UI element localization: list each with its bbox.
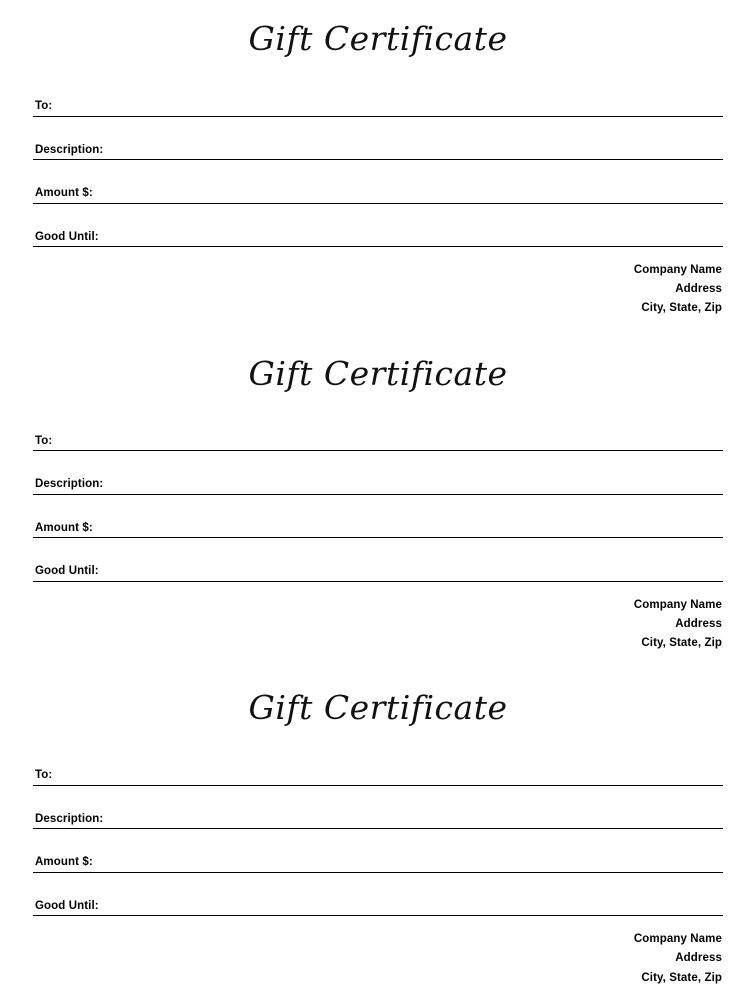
certificate-gap — [0, 659, 756, 669]
field-label-amount: Amount $: — [35, 856, 93, 869]
field-label-description: Description: — [35, 478, 104, 491]
certificate-title: Gift Certificate — [248, 688, 508, 728]
field-label-amount: Amount $: — [35, 187, 93, 199]
field-row-description[interactable] — [33, 451, 723, 495]
field-value-description[interactable] — [128, 144, 328, 156]
field-row-to[interactable] — [33, 742, 723, 786]
company-block — [33, 582, 723, 660]
company-address: Address — [675, 617, 722, 630]
field-row-to[interactable] — [33, 408, 723, 452]
field-value-to[interactable] — [128, 435, 328, 447]
field-row-amount[interactable] — [33, 495, 723, 539]
gift-certificate-2 — [0, 335, 756, 660]
field-label-to: To: — [35, 769, 53, 782]
company-city-state-zip: City, State, Zip — [641, 302, 722, 315]
gift-certificate-3 — [0, 669, 756, 994]
field-value-to[interactable] — [128, 101, 328, 113]
field-label-amount: Amount $: — [35, 521, 93, 534]
field-label-to: To: — [35, 434, 53, 447]
field-value-good-until[interactable] — [128, 566, 328, 578]
field-value-good-until[interactable] — [128, 900, 328, 912]
field-value-good-until[interactable] — [128, 231, 328, 243]
field-label-good-until: Good Until: — [35, 899, 99, 912]
field-row-to[interactable] — [33, 73, 723, 117]
certificate-fields — [33, 408, 723, 582]
company-block — [33, 916, 723, 994]
company-address: Address — [675, 952, 722, 965]
certificate-title: Gift Certificate — [248, 19, 508, 58]
field-label-good-until: Good Until: — [35, 565, 99, 578]
company-name: Company Name — [633, 264, 722, 276]
field-row-good-until[interactable] — [33, 204, 723, 248]
company-city-state-zip: City, State, Zip — [641, 637, 722, 650]
company-city-state-zip: City, State, Zip — [641, 971, 722, 984]
field-label-description: Description: — [35, 812, 104, 825]
field-row-description[interactable] — [33, 786, 723, 830]
certificate-gap — [0, 325, 756, 335]
field-row-good-until[interactable] — [33, 873, 723, 917]
field-value-amount[interactable] — [128, 522, 328, 534]
field-value-description[interactable] — [128, 813, 328, 825]
field-row-description[interactable] — [33, 117, 723, 161]
field-value-amount[interactable] — [128, 857, 328, 869]
company-name: Company Name — [633, 598, 722, 611]
field-row-good-until[interactable] — [33, 538, 723, 582]
company-name: Company Name — [633, 933, 722, 946]
field-row-amount[interactable] — [33, 829, 723, 873]
company-address: Address — [675, 283, 722, 296]
field-label-description: Description: — [35, 143, 104, 156]
field-label-to: To: — [35, 100, 53, 112]
field-value-amount[interactable] — [128, 188, 328, 200]
certificate-fields — [33, 742, 723, 916]
company-block — [33, 247, 723, 325]
field-value-description[interactable] — [128, 479, 328, 491]
certificate-fields — [33, 73, 723, 247]
field-row-amount[interactable] — [33, 160, 723, 204]
field-value-to[interactable] — [128, 770, 328, 782]
certificate-title: Gift Certificate — [248, 353, 508, 393]
gift-certificate-1 — [0, 0, 756, 325]
field-label-good-until: Good Until: — [35, 230, 99, 243]
